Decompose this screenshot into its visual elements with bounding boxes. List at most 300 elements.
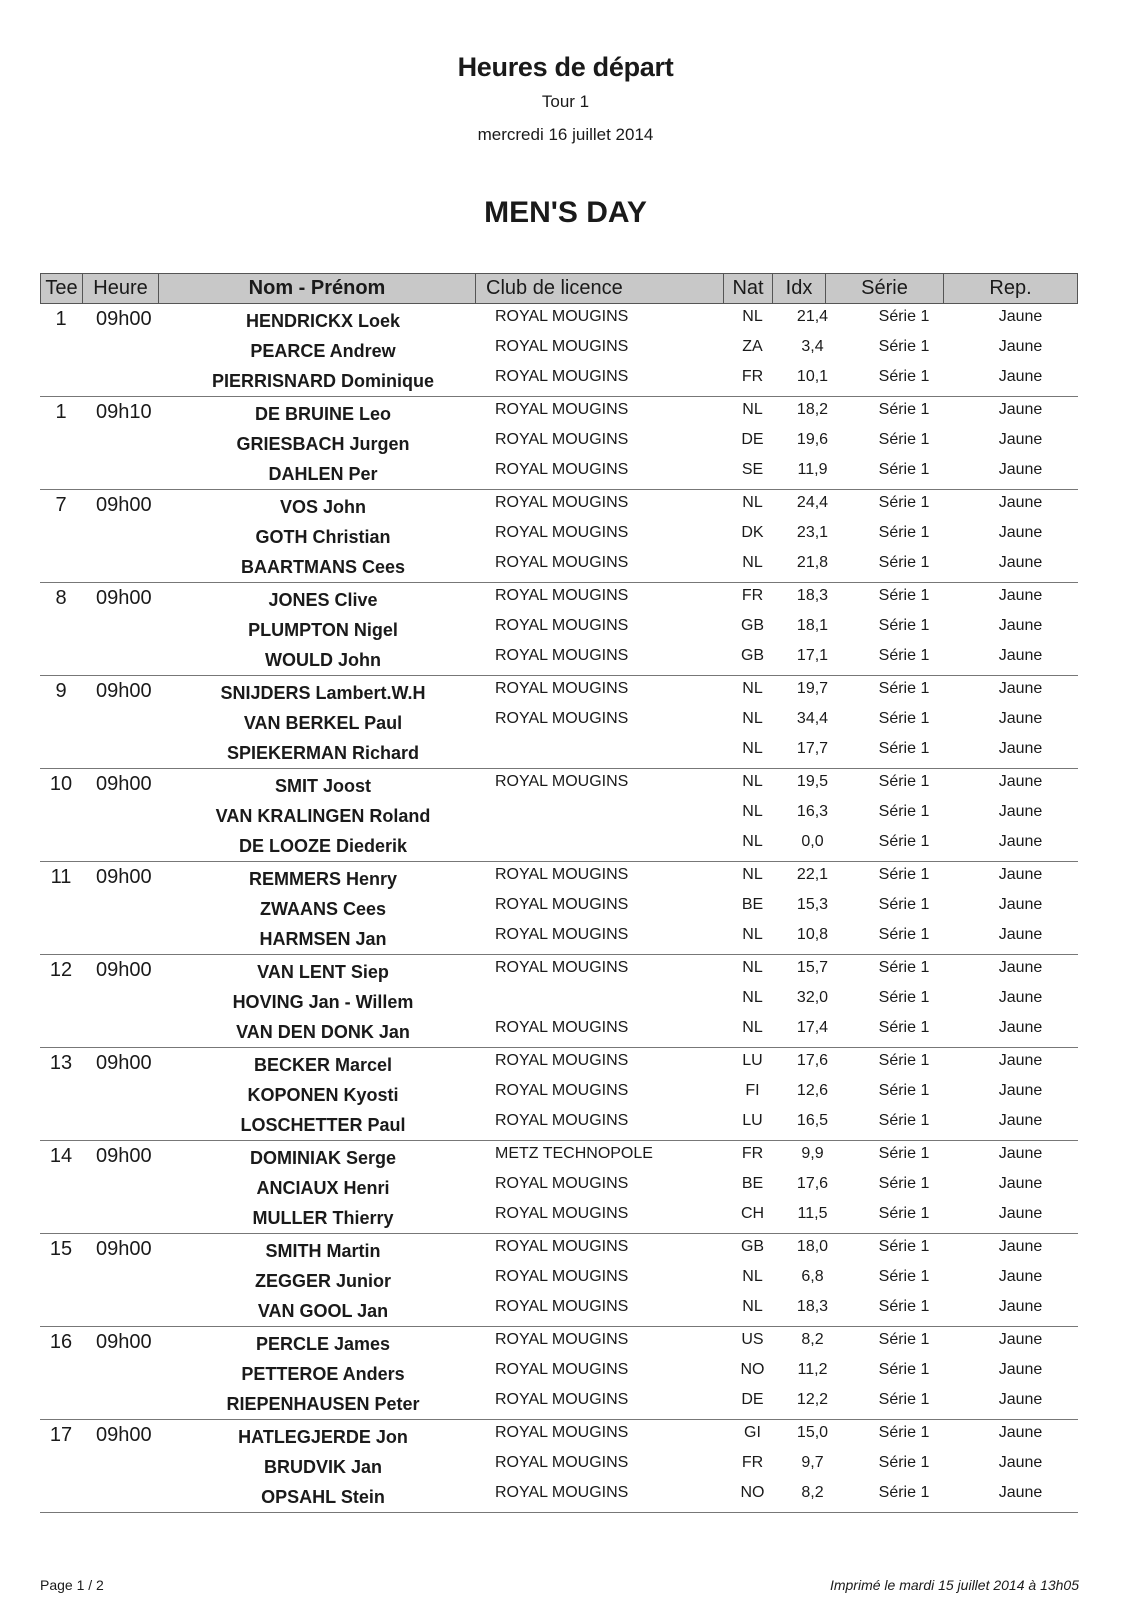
tee-group [40,1048,1078,1141]
table-row [40,706,1078,736]
player-name: HENDRICKX Loek [245,311,401,331]
table-row [40,1357,1078,1387]
player-name: BAARTMANS Cees [240,557,406,577]
player-rep: Jaune [998,1424,1043,1441]
player-name: BRUDVIK Jan [263,1457,383,1477]
start-time: 09h00 [96,308,152,330]
col-header-rep: Rep. [989,277,1032,299]
player-serie: Série 1 [878,368,930,385]
player-name: GOTH Christian [255,527,391,547]
player-serie: Série 1 [878,587,930,604]
player-rep: Jaune [998,461,1043,478]
player-nat: GB [740,647,765,664]
player-nat: NL [742,959,763,976]
tee-group [40,769,1078,862]
player-rep: Jaune [998,338,1043,355]
tee-number: 16 [49,1331,73,1353]
col-header-name: Nom - Prénom [159,274,476,303]
player-nat: LU [742,1052,763,1069]
tee-group [40,1141,1078,1234]
tee-number: 9 [55,680,67,702]
table-row [40,613,1078,643]
player-name: ZEGGER Junior [254,1271,391,1291]
start-time: 09h00 [96,773,152,795]
player-serie: Série 1 [878,1145,930,1162]
player-idx: 16,3 [796,803,829,820]
player-nat: SE [741,461,764,478]
table-row [40,892,1078,922]
col-header-nat: Nat [724,274,773,303]
player-name: HOVING Jan - Willem [232,992,414,1012]
player-club: ROYAL MOUGINS [495,896,629,913]
player-rep: Jaune [998,587,1043,604]
player-idx: 15,3 [796,896,829,913]
player-name: OPSAHL Stein [261,1487,385,1507]
player-rep: Jaune [998,1205,1043,1222]
player-rep: Jaune [998,617,1043,634]
player-serie: Série 1 [878,833,930,850]
player-idx: 16,5 [796,1112,829,1129]
table-row [40,643,1078,673]
player-name: VOS John [279,497,366,517]
player-rep: Jaune [998,1268,1043,1285]
player-club: ROYAL MOUGINS [495,461,629,478]
player-name: VAN GOOL Jan [257,1301,389,1321]
player-idx: 3,4 [801,338,824,355]
player-name: WOULD John [265,650,381,670]
player-club: ROYAL MOUGINS [495,368,629,385]
table-body [40,304,1078,1513]
player-name: DE LOOZE Diederik [238,836,408,856]
player-name: REMMERS Henry [248,869,398,889]
player-serie: Série 1 [878,896,930,913]
player-rep: Jaune [998,1019,1043,1036]
player-nat: GI [744,1424,761,1441]
player-idx: 18,0 [796,1238,829,1255]
tee-number: 8 [55,587,67,609]
player-nat: NO [740,1361,765,1378]
table-row [40,583,1078,613]
player-name: ANCIAUX Henri [256,1178,390,1198]
player-club: ROYAL MOUGINS [495,431,629,448]
player-name: PIERRISNARD Dominique [211,371,434,391]
table-row [40,1327,1078,1357]
player-rep: Jaune [998,647,1043,664]
tee-number: 12 [49,959,73,981]
table-row [40,1264,1078,1294]
player-serie: Série 1 [878,431,930,448]
start-time: 09h00 [96,1238,152,1260]
tee-number: 17 [49,1424,73,1446]
player-club: ROYAL MOUGINS [495,554,629,571]
player-nat: FR [741,1454,764,1471]
player-nat: NL [742,989,763,1006]
table-row [40,520,1078,550]
table-row [40,985,1078,1015]
player-idx: 17,7 [796,740,829,757]
start-time: 09h00 [96,680,152,702]
player-rep: Jaune [998,494,1043,511]
player-serie: Série 1 [878,461,930,478]
player-idx: 19,6 [796,431,829,448]
player-name: VAN BERKEL Paul [243,713,403,733]
player-serie: Série 1 [878,1298,930,1315]
player-serie: Série 1 [878,494,930,511]
player-name: DAHLEN Per [268,464,378,484]
player-club: ROYAL MOUGINS [495,959,629,976]
table-row [40,1480,1078,1510]
player-serie: Série 1 [878,617,930,634]
col-header-heure: Heure [83,274,159,303]
col-header-serie: Série [826,274,944,303]
player-idx: 11,9 [797,461,828,478]
table-row [40,829,1078,859]
player-serie: Série 1 [878,1454,930,1471]
start-time: 09h10 [96,401,152,423]
page-title: Heures de départ [457,52,674,82]
player-idx: 0,0 [801,833,824,850]
table-row [40,1387,1078,1417]
player-name: RIEPENHAUSEN Peter [226,1394,420,1414]
player-rep: Jaune [998,896,1043,913]
player-rep: Jaune [998,431,1043,448]
player-club: ROYAL MOUGINS [495,1082,629,1099]
player-name: SMITH Martin [265,1241,381,1261]
player-rep: Jaune [998,926,1043,943]
player-nat: NL [742,740,763,757]
table-row [40,490,1078,520]
player-rep: Jaune [998,959,1043,976]
player-rep: Jaune [998,1145,1043,1162]
table-row [40,1201,1078,1231]
player-serie: Série 1 [878,554,930,571]
col-header-club: Club de licence [476,274,724,303]
player-nat: NL [742,710,763,727]
player-idx: 32,0 [796,989,829,1006]
player-rep: Jaune [998,1484,1043,1501]
table-row [40,1450,1078,1480]
player-nat: NL [742,926,763,943]
player-serie: Série 1 [878,926,930,943]
player-rep: Jaune [998,524,1043,541]
player-nat: NL [742,803,763,820]
player-club: ROYAL MOUGINS [495,866,629,883]
player-rep: Jaune [998,1052,1043,1069]
player-club: ROYAL MOUGINS [495,1391,629,1408]
player-serie: Série 1 [878,773,930,790]
player-name: SMIT Joost [274,776,371,796]
player-club: ROYAL MOUGINS [495,710,629,727]
tee-number: 10 [49,773,73,795]
player-idx: 21,4 [796,308,829,325]
player-club: ROYAL MOUGINS [495,1424,629,1441]
start-time: 09h00 [96,959,152,981]
player-nat: ZA [742,338,763,355]
table-row [40,1234,1078,1264]
table-row [40,397,1078,427]
player-nat: DE [741,1391,764,1408]
player-nat: NL [742,1268,763,1285]
start-time: 09h00 [96,1331,152,1353]
player-serie: Série 1 [878,1205,930,1222]
player-serie: Série 1 [878,710,930,727]
player-club: ROYAL MOUGINS [495,1019,629,1036]
player-nat: CH [740,1205,765,1222]
player-nat: NL [742,866,763,883]
start-time: 09h00 [96,587,152,609]
player-serie: Série 1 [878,338,930,355]
player-idx: 17,1 [796,647,829,664]
player-idx: 9,7 [801,1454,824,1471]
tee-group [40,1420,1078,1513]
table-header [40,273,1078,304]
tee-number: 7 [55,494,67,516]
player-rep: Jaune [998,803,1043,820]
page-number: Page 1 / 2 [40,1577,104,1593]
player-club: ROYAL MOUGINS [495,401,629,418]
tee-group [40,583,1078,676]
player-name: DOMINIAK Serge [249,1148,397,1168]
player-rep: Jaune [998,1298,1043,1315]
player-name: ZWAANS Cees [259,899,387,919]
player-rep: Jaune [998,401,1043,418]
player-club: ROYAL MOUGINS [495,1175,629,1192]
player-club: ROYAL MOUGINS [495,1298,629,1315]
table-row [40,1048,1078,1078]
player-serie: Série 1 [878,1238,930,1255]
player-serie: Série 1 [878,1391,930,1408]
player-rep: Jaune [998,710,1043,727]
player-nat: FR [741,368,764,385]
tee-group [40,397,1078,490]
player-rep: Jaune [998,308,1043,325]
player-idx: 24,4 [796,494,829,511]
player-serie: Série 1 [878,1175,930,1192]
player-serie: Série 1 [878,1019,930,1036]
player-name: VAN DEN DONK Jan [236,1022,410,1042]
player-idx: 17,6 [796,1175,829,1192]
player-name: PETTEROE Anders [241,1364,405,1384]
player-serie: Série 1 [878,1052,930,1069]
player-name: PLUMPTON Nigel [248,620,398,640]
player-club: ROYAL MOUGINS [495,647,629,664]
player-nat: NL [742,833,763,850]
table-row [40,862,1078,892]
player-nat: FR [741,1145,764,1162]
table-row [40,1420,1078,1450]
tee-number: 14 [49,1145,73,1167]
tee-group [40,862,1078,955]
player-idx: 18,3 [796,1298,829,1315]
player-club: ROYAL MOUGINS [495,773,629,790]
player-club: ROYAL MOUGINS [495,587,629,604]
table-row [40,304,1078,334]
tee-group [40,304,1078,397]
player-club: ROYAL MOUGINS [495,1484,629,1501]
table-row [40,769,1078,799]
player-nat: NL [742,1298,763,1315]
player-serie: Série 1 [878,989,930,1006]
start-times-table [40,273,1078,1513]
player-serie: Série 1 [878,647,930,664]
player-name: VAN LENT Siep [257,962,389,982]
player-club: ROYAL MOUGINS [495,524,629,541]
round-label: Tour 1 [541,92,590,111]
player-nat: NL [742,680,763,697]
player-serie: Série 1 [878,1268,930,1285]
player-name: SNIJDERS Lambert.W.H [220,683,426,703]
player-serie: Série 1 [878,1361,930,1378]
player-club: ROYAL MOUGINS [495,1112,629,1129]
player-rep: Jaune [998,680,1043,697]
start-time: 09h00 [96,866,152,888]
player-rep: Jaune [998,1112,1043,1129]
player-serie: Série 1 [878,1112,930,1129]
player-serie: Série 1 [878,740,930,757]
player-nat: US [741,1331,764,1348]
player-name: VAN KRALINGEN Roland [215,806,431,826]
player-club: METZ TECHNOPOLE [495,1145,653,1162]
player-idx: 11,2 [797,1361,828,1378]
player-nat: GB [740,1238,765,1255]
player-serie: Série 1 [878,308,930,325]
player-nat: NL [742,773,763,790]
player-name: KOPONEN Kyosti [247,1085,399,1105]
table-row [40,799,1078,829]
player-rep: Jaune [998,989,1043,1006]
tee-number: 1 [55,308,67,330]
start-time: 09h00 [96,1145,152,1167]
table-row [40,1141,1078,1171]
player-name: SPIEKERMAN Richard [226,743,420,763]
player-club: ROYAL MOUGINS [495,926,629,943]
player-rep: Jaune [998,554,1043,571]
player-name: DE BRUINE Leo [254,404,391,424]
player-idx: 9,9 [801,1145,824,1162]
player-nat: BE [741,896,764,913]
player-idx: 12,6 [796,1082,829,1099]
player-idx: 34,4 [796,710,829,727]
date-label: mercredi 16 juillet 2014 [477,125,654,144]
player-name: HARMSEN Jan [259,929,387,949]
player-name: JONES Clive [268,590,378,610]
player-idx: 15,0 [796,1424,829,1441]
tee-group [40,955,1078,1048]
player-nat: NL [742,308,763,325]
player-serie: Série 1 [878,1082,930,1099]
tee-number: 1 [55,401,67,423]
player-club: ROYAL MOUGINS [495,1205,629,1222]
table-row [40,550,1078,580]
event-title: MEN'S DAY [484,196,647,229]
player-club: ROYAL MOUGINS [495,494,629,511]
player-idx: 6,8 [801,1268,824,1285]
table-row [40,676,1078,706]
table-row [40,922,1078,952]
player-club: ROYAL MOUGINS [495,1331,629,1348]
player-nat: BE [741,1175,764,1192]
player-serie: Série 1 [878,1424,930,1441]
player-rep: Jaune [998,740,1043,757]
table-row [40,955,1078,985]
player-idx: 12,2 [796,1391,829,1408]
player-serie: Série 1 [878,959,930,976]
player-idx: 8,2 [801,1331,824,1348]
player-name: PEARCE Andrew [250,341,396,361]
player-club: ROYAL MOUGINS [495,1052,629,1069]
player-serie: Série 1 [878,803,930,820]
table-row [40,427,1078,457]
tee-group [40,1327,1078,1420]
table-row [40,457,1078,487]
player-club: ROYAL MOUGINS [495,1454,629,1471]
col-header-tee: Tee [41,274,83,303]
player-serie: Série 1 [878,680,930,697]
player-rep: Jaune [998,1361,1043,1378]
player-nat: DE [741,431,764,448]
player-nat: LU [742,1112,763,1129]
player-idx: 10,1 [796,368,829,385]
player-idx: 18,2 [796,401,829,418]
player-idx: 18,1 [796,617,829,634]
player-idx: 19,5 [796,773,829,790]
player-name: MULLER Thierry [252,1208,394,1228]
player-club: ROYAL MOUGINS [495,617,629,634]
player-rep: Jaune [998,1391,1043,1408]
player-name: BECKER Marcel [253,1055,393,1075]
player-rep: Jaune [998,1082,1043,1099]
table-row [40,334,1078,364]
player-rep: Jaune [998,833,1043,850]
player-idx: 11,5 [797,1205,828,1222]
player-idx: 19,7 [796,680,829,697]
table-row [40,1015,1078,1045]
player-rep: Jaune [998,1238,1043,1255]
player-nat: NL [742,1019,763,1036]
player-nat: FI [745,1082,760,1099]
player-club: ROYAL MOUGINS [495,1268,629,1285]
tee-group [40,676,1078,769]
table-row [40,1108,1078,1138]
tee-number: 15 [49,1238,73,1260]
player-name: HATLEGJERDE Jon [238,1427,408,1447]
player-idx: 8,2 [801,1484,824,1501]
player-rep: Jaune [998,773,1043,790]
col-header-idx: Idx [773,274,826,303]
player-idx: 23,1 [796,524,829,541]
tee-group [40,490,1078,583]
player-nat: NL [742,494,763,511]
player-idx: 17,6 [796,1052,829,1069]
player-nat: NL [742,554,763,571]
player-nat: NO [740,1484,765,1501]
player-rep: Jaune [998,1175,1043,1192]
player-idx: 15,7 [796,959,829,976]
tee-number: 13 [49,1052,73,1074]
player-club: ROYAL MOUGINS [495,308,629,325]
player-idx: 22,1 [796,866,829,883]
player-nat: DK [741,524,764,541]
player-nat: NL [742,401,763,418]
player-club: ROYAL MOUGINS [495,1361,629,1378]
player-club: ROYAL MOUGINS [495,338,629,355]
player-serie: Série 1 [878,1484,930,1501]
table-row [40,1294,1078,1324]
player-nat: FR [741,587,764,604]
table-row [40,736,1078,766]
player-name: PERCLE James [255,1334,391,1354]
tee-number: 11 [50,866,72,888]
